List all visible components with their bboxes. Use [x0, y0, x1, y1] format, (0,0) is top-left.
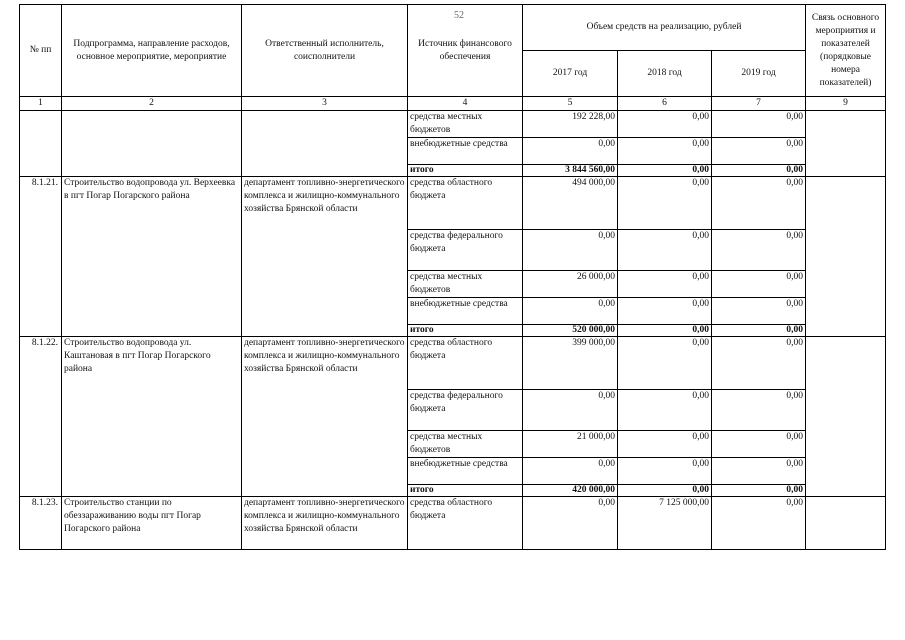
budget-table	[19, 4, 886, 550]
column-number: 9	[806, 97, 886, 111]
source-cell: внебюджетные средства	[408, 458, 523, 485]
item-name: Строительство водопровода ул. Верхеевка в пгт Погар Погарского района	[62, 177, 242, 337]
total-2018: 0,00	[618, 165, 712, 177]
amount-2018: 0,00	[618, 298, 712, 325]
table-row	[20, 337, 886, 390]
amount-2017: 0,00	[523, 497, 618, 550]
link-cell	[806, 337, 886, 497]
amount-2019: 0,00	[712, 458, 806, 485]
source-cell: средства федерального бюджета	[408, 230, 523, 271]
amount-2017: 0,00	[523, 298, 618, 325]
amount-2018: 0,00	[618, 177, 712, 230]
header-no: № пп	[20, 5, 62, 97]
source-cell: средства местных бюджетов	[408, 431, 523, 458]
total-2018: 0,00	[618, 325, 712, 337]
amount-2018: 7 125 000,00	[618, 497, 712, 550]
item-executor: департамент топливно-энергетического комплекса и жилищно-коммунального хозяйства Брянской области	[242, 497, 408, 550]
item-executor: департамент топливно-энергетического комплекса и жилищно-коммунального хозяйства Брянской области	[242, 337, 408, 497]
total-2018: 0,00	[618, 485, 712, 497]
header-amount: Объем средств на реализацию, рублей	[523, 5, 806, 51]
amount-2019: 0,00	[712, 271, 806, 298]
total-2019: 0,00	[712, 485, 806, 497]
amount-2017: 399 000,00	[523, 337, 618, 390]
total-label: итого	[408, 485, 523, 497]
source-cell: средства местных бюджетов	[408, 271, 523, 298]
total-label: итого	[408, 165, 523, 177]
source-cell: средства областного бюджета	[408, 337, 523, 390]
column-number: 6	[618, 97, 712, 111]
header-link: Связь основного мероприятия и показателей (порядковые номера показателей)	[806, 5, 886, 97]
link-cell	[806, 177, 886, 337]
amount-2019: 0,00	[712, 230, 806, 271]
amount-2017: 494 000,00	[523, 177, 618, 230]
amount-2019: 0,00	[712, 431, 806, 458]
amount-2019: 0,00	[712, 111, 806, 138]
header-year-2018: 2018 год	[618, 51, 712, 97]
total-2017: 420 000,00	[523, 485, 618, 497]
amount-2017: 0,00	[523, 138, 618, 165]
link-cell	[806, 497, 886, 550]
source-cell: средства местных бюджетов	[408, 111, 523, 138]
source-cell: внебюджетные средства	[408, 138, 523, 165]
page-number: 52	[454, 10, 464, 21]
item-name-cell	[62, 111, 242, 177]
item-number: 8.1.21.	[20, 177, 62, 337]
amount-2018: 0,00	[618, 271, 712, 298]
source-cell: внебюджетные средства	[408, 298, 523, 325]
source-cell: средства федерального бюджета	[408, 390, 523, 431]
item-name: Строительство станции по обеззараживанию воды пгт Погар Погарского района	[62, 497, 242, 550]
table-row	[20, 497, 886, 550]
amount-2019: 0,00	[712, 177, 806, 230]
amount-2017: 0,00	[523, 390, 618, 431]
amount-2018: 0,00	[618, 230, 712, 271]
header-program: Подпрограмма, направление расходов, основное мероприятие, мероприятие	[62, 5, 242, 97]
table-row	[20, 111, 886, 138]
total-2017: 3 844 560,00	[523, 165, 618, 177]
column-number: 3	[242, 97, 408, 111]
total-2017: 520 000,00	[523, 325, 618, 337]
header-year-2017: 2017 год	[523, 51, 618, 97]
total-label: итого	[408, 325, 523, 337]
header-source: Источник финансового обеспечения	[408, 5, 523, 97]
amount-2018: 0,00	[618, 390, 712, 431]
amount-2017: 21 000,00	[523, 431, 618, 458]
total-2019: 0,00	[712, 165, 806, 177]
amount-2019: 0,00	[712, 390, 806, 431]
item-number: 8.1.23.	[20, 497, 62, 550]
column-number: 7	[712, 97, 806, 111]
amount-2018: 0,00	[618, 458, 712, 485]
amount-2018: 0,00	[618, 138, 712, 165]
item-executor-cell	[242, 111, 408, 177]
amount-2019: 0,00	[712, 138, 806, 165]
header-year-2019: 2019 год	[712, 51, 806, 97]
column-number: 5	[523, 97, 618, 111]
amount-2017: 26 000,00	[523, 271, 618, 298]
source-cell: средства областного бюджета	[408, 497, 523, 550]
amount-2019: 0,00	[712, 298, 806, 325]
amount-2018: 0,00	[618, 431, 712, 458]
amount-2017: 192 228,00	[523, 111, 618, 138]
item-number: 8.1.22.	[20, 337, 62, 497]
item-number-cell	[20, 111, 62, 177]
amount-2019: 0,00	[712, 337, 806, 390]
column-number: 1	[20, 97, 62, 111]
link-cell	[806, 111, 886, 177]
item-name: Строительство водопровода ул. Каштановая в пгт Погар Погарского района	[62, 337, 242, 497]
item-executor: департамент топливно-энергетического комплекса и жилищно-коммунального хозяйства Брянской области	[242, 177, 408, 337]
total-2019: 0,00	[712, 325, 806, 337]
table-row	[20, 177, 886, 230]
amount-2017: 0,00	[523, 458, 618, 485]
column-number: 4	[408, 97, 523, 111]
source-cell: средства областного бюджета	[408, 177, 523, 230]
column-number-row	[20, 97, 886, 111]
column-number: 2	[62, 97, 242, 111]
amount-2018: 0,00	[618, 111, 712, 138]
amount-2018: 0,00	[618, 337, 712, 390]
header-executor: Ответственный исполнитель, соисполнители	[242, 5, 408, 97]
amount-2019: 0,00	[712, 497, 806, 550]
amount-2017: 0,00	[523, 230, 618, 271]
